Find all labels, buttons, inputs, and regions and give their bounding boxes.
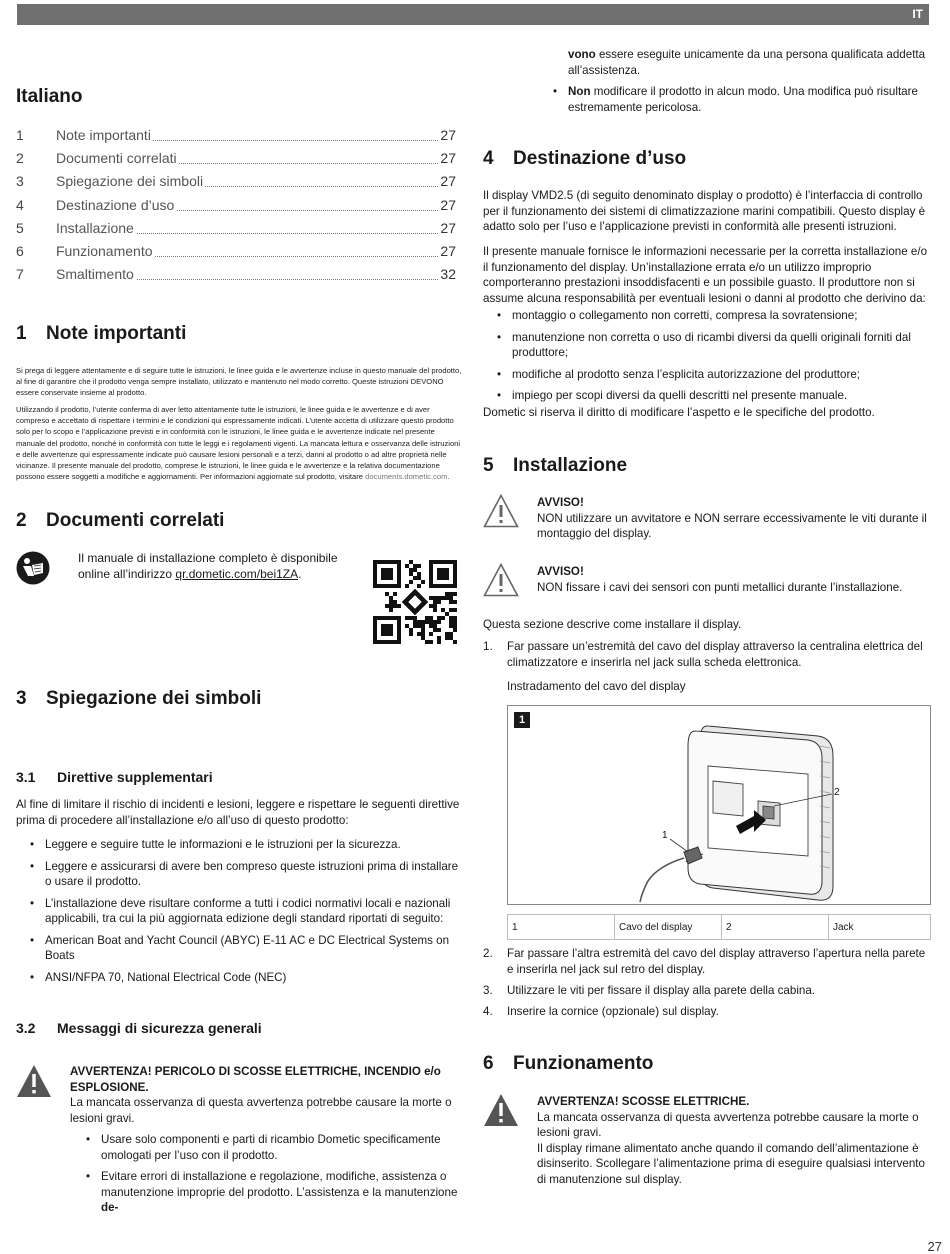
step-number: 4. (483, 1005, 493, 1018)
toc-number: 2 (16, 150, 24, 167)
legend-num: 1 (508, 915, 615, 940)
warning-icon (16, 1064, 52, 1098)
toc-page: 27 (440, 150, 456, 167)
list-item: • L’installazione deve risultare conforme a tutti i codici normativi locali e nazionali applicabili, tra cui la più aggiornata edizione degli standard riportati di seguito: (30, 896, 462, 927)
legend-label: Jack (829, 915, 931, 940)
toc-page: 27 (440, 173, 456, 190)
list-item: • Leggere e seguire tutte le informazioni e le istruzioni per la sicurezza. (30, 837, 462, 853)
section-1-heading: 1 Note importanti (16, 323, 187, 344)
list-item: • Leggere e assicurarsi di avere ben compreso queste istruzioni prima di installare o usare il prodotto. (30, 859, 462, 890)
electric-shock-warning (537, 1094, 931, 1187)
manual-link[interactable]: qr.dometic.com/bei1ZA (175, 566, 299, 581)
figure-number: 1 (514, 712, 530, 728)
section-6-heading: 6 Funzionamento (483, 1053, 654, 1074)
step-3: Utilizzare le viti per fissare il display alla parete della cabina. (507, 984, 816, 997)
warning-item: • Usare solo componenti e parti di ricambio Dometic specificamente omologati per l’uso con il prodotto. (86, 1132, 462, 1163)
qr-code[interactable] (373, 560, 457, 644)
section-1-paragraph-2: Utilizzando il prodotto, l’utente conferma di aver letto attentamente tutte le istruzioni, le linee guida e le avvertenze e di aver compreso e accettato di rispettare i termini e le condizioni qui espressamente indicati. L’utente accetta di utilizzare questo prodotto solo per lo scopo e l’applicazione previsti e in conformità con le istruzioni, le linee guida e le avvertenze indicate nel presente manuale del prodotto, nonché in conformità con tutte le leggi e i regolamenti vigenti. La mancata lettura e osservanza delle istruzioni e delle avvertenze qui espressamente indicate può causare lesioni personali e a terzi, danni al prodotto o ad altre proprietà nelle vicinanze. Il presente manuale del prodotto, comprese le istruzioni, le linee guida e le avvertenze e la relativa documentazione possono essere soggetti a modifiche e aggiornamenti. Per informazioni aggiornate sul prodotto, visitare documents.dometic.com. (16, 405, 461, 482)
figure-legend (507, 914, 931, 940)
notice-icon (483, 494, 519, 528)
page-title: Italiano (16, 86, 83, 107)
section-3-1-heading: 3.1 Direttive supplementari (16, 769, 213, 785)
warning-text: Il display rimane alimentato anche quando il comando dell’alimentazione è disinserito. Scollegare l’alimentazione prima di eseguire qualsiasi intervento di manutenzione sul display. (537, 1141, 925, 1186)
legend-label: Cavo del display (615, 915, 722, 940)
notice-1 (537, 495, 931, 542)
list-item: • modifiche al prodotto senza l’esplicita autorizzazione del produttore; (497, 367, 931, 383)
figure-display-cable (507, 705, 931, 905)
list-item: • ANSI/NFPA 70, National Electrical Code (NEC) (30, 970, 462, 986)
general-warning (70, 1064, 462, 1222)
toc-entry[interactable] (16, 220, 456, 240)
page-number: 27 (927, 1239, 942, 1254)
language-code: IT (912, 7, 923, 21)
notice-title: AVVISO! (537, 565, 584, 578)
step-1: Far passare un’estremità del cavo del display attraverso la centralina elettrica del climatizzatore e inserirla nel jack sulla scheda elettronica. (507, 640, 923, 669)
warning-text: La mancata osservanza di questa avvertenza potrebbe causare la morte o lesioni gravi. (70, 1096, 452, 1125)
table-of-contents (16, 127, 456, 287)
warning-item: • Non modificare il prodotto in alcun modo. Una modifica può risultare estremamente pericolosa. (553, 84, 931, 115)
legend-num: 2 (722, 915, 829, 940)
toc-entry[interactable] (16, 150, 456, 170)
notice-title: AVVISO! (537, 496, 584, 509)
section-3-1-list (30, 837, 462, 991)
notice-icon (483, 563, 519, 597)
toc-page: 27 (440, 243, 456, 259)
toc-page: 27 (440, 219, 456, 236)
toc-label: Funzionamento (56, 243, 153, 259)
toc-entry[interactable] (16, 127, 456, 147)
toc-number: 6 (16, 243, 24, 259)
section-5-intro: Questa sezione descrive come installare il display. (483, 618, 742, 631)
section-4-paragraph-3: Dometic si riserva il diritto di modificare l’aspetto e le specifiche del prodotto. (483, 406, 875, 419)
toc-label: Documenti correlati (56, 150, 177, 167)
section-4-paragraph-2: Il presente manuale fornisce le informazioni necessarie per la corretta installazione e/o il funzionamento del display. Un’installazione errata e/o un utilizzo improprio comporteranno prestazioni insoddisfacenti e un possibile guasto. Il produttore non si assume alcuna responsabilità per eventuali lesioni o danni al prodotto che derivino da: (483, 245, 928, 305)
warning-item-continued: vono essere eseguite unicamente da una persona qualificata addetta all’assistenza. (568, 48, 926, 77)
step-4: Inserire la cornice (opzionale) sul display. (507, 1005, 719, 1018)
section-2-text: Il manuale di installazione completo è disponibile online all’indirizzo qr.dometic.com/bei1ZA. (78, 551, 338, 581)
toc-number: 3 (16, 173, 24, 190)
toc-entry[interactable] (16, 243, 456, 263)
warning-item: • Evitare errori di installazione e regolazione, modifiche, assistenza o manutenzione improprie del prodotto. L’assistenza e la manutenzione de- (86, 1169, 462, 1216)
list-item: • montaggio o collegamento non corretti, compresa la sovratensione; (497, 308, 931, 324)
warning-text: La mancata osservanza di questa avvertenza potrebbe causare la morte o lesioni gravi. (537, 1110, 919, 1139)
callout-1: 1 (662, 830, 668, 841)
step-2: Far passare l’altra estremità del cavo del display attraverso l’apertura nella parete e inserirla nel jack sul retro del display. (507, 947, 926, 976)
section-2-heading: 2 Documenti correlati (16, 510, 225, 531)
toc-number: 5 (16, 219, 24, 236)
section-5-heading: 5 Installazione (483, 455, 628, 476)
toc-entry[interactable] (16, 266, 456, 286)
notice-2 (537, 564, 931, 595)
notice-text: NON fissare i cavi dei sensori con punti metallici durante l’installazione. (537, 580, 903, 594)
toc-label: Smaltimento (56, 266, 134, 283)
warning-icon (483, 1093, 519, 1127)
warning-list-continued (553, 47, 931, 121)
step-number: 2. (483, 947, 493, 960)
toc-number: 1 (16, 127, 24, 143)
callout-2: 2 (834, 787, 840, 798)
notice-text: NON utilizzare un avvitatore e NON serrare eccessivamente le viti durante il montaggio del display. (537, 511, 927, 540)
step-number: 1. (483, 640, 493, 653)
toc-label: Spiegazione dei simboli (56, 173, 204, 190)
read-manual-icon (16, 551, 50, 585)
toc-number: 7 (16, 266, 24, 283)
toc-label: Note importanti (56, 127, 151, 143)
section-1-paragraph-1: Si prega di leggere attentamente e di seguire tutte le istruzioni, le linee guida e le avvertenze incluse in questo manuale del prodotto, al fine di garantire che il prodotto venga sempre installato, utilizzato e mantenuto nel modo corretto. Queste istruzioni DEVONO essere conservate insieme al prodotto. (16, 366, 462, 398)
warning-list (86, 1132, 462, 1216)
list-item: • manutenzione non corretta o uso di ricambi diversi da quelli originali forniti dal produttore; (497, 330, 931, 361)
warning-title: AVVERTENZA! SCOSSE ELETTRICHE. (537, 1095, 750, 1108)
toc-page: 32 (440, 266, 456, 283)
header-bar (17, 4, 929, 25)
toc-entry[interactable] (16, 197, 456, 217)
toc-label: Installazione (56, 219, 134, 236)
section-4-list (497, 308, 931, 410)
toc-page: 27 (440, 127, 456, 143)
toc-page: 27 (440, 196, 456, 213)
figure-caption: Instradamento del cavo del display (507, 680, 686, 693)
documents-link[interactable]: documents.dometic.com (365, 472, 448, 482)
section-4-heading: 4 Destinazione d’uso (483, 148, 687, 169)
list-item: • American Boat and Yacht Council (ABYC) E-11 AC e DC Electrical Systems on Boats (30, 933, 462, 964)
section-3-1-intro: Al fine di limitare il rischio di incidenti e lesioni, leggere e rispettare le seguenti direttive prima di procedere all’installazione e/o all’uso di questo prodotto: (16, 798, 460, 827)
step-number: 3. (483, 984, 493, 997)
toc-entry[interactable] (16, 173, 456, 193)
toc-number: 4 (16, 196, 24, 213)
toc-label: Destinazione d’uso (56, 196, 175, 213)
section-4-paragraph-1: Il display VMD2.5 (di seguito denominato display o prodotto) è l’interfaccia di controllo per il funzionamento dei sistemi di climatizzazione marini compatibili. Questo display è adatto solo per l’uso e l’applicazione previsti in conformità alle presenti istruzioni. (483, 189, 926, 233)
display-illustration (508, 706, 930, 904)
warning-title: AVVERTENZA! PERICOLO DI SCOSSE ELETTRICHE, INCENDIO e/o ESPLOSIONE. (70, 1065, 441, 1094)
section-3-heading: 3 Spiegazione dei simboli (16, 688, 262, 709)
list-item: • impiego per scopi diversi da quelli descritti nel presente manuale. (497, 388, 931, 404)
section-3-2-heading: 3.2 Messaggi di sicurezza generali (16, 1020, 262, 1036)
